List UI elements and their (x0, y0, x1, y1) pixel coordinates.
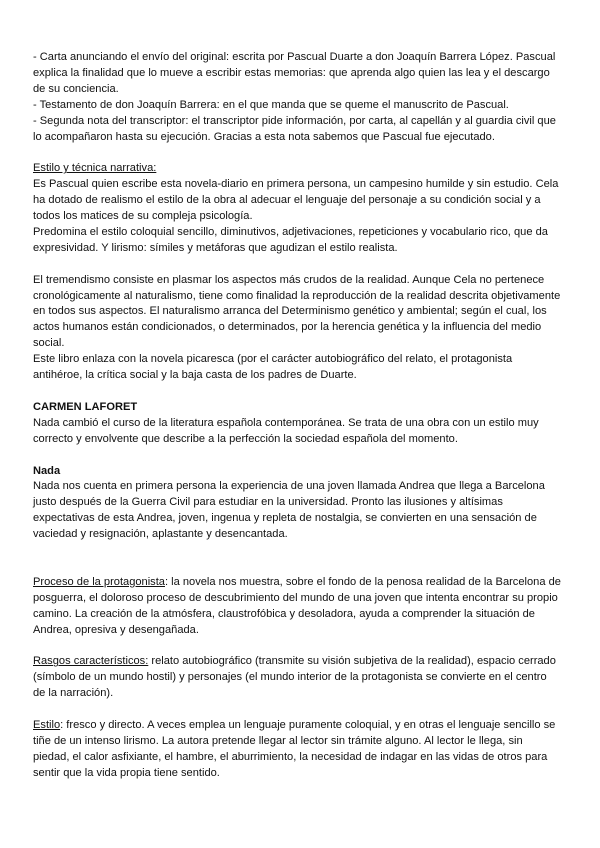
proceso-text: : la novela nos muestra, sobre el fondo de la penosa realidad de la Barcelona de posguerra, el doloroso proceso de descubrimiento del mundo de una joven que intenta encontrar su propio camino. La creación de la atmósfera, claustrofóbica y desoladora, ayuda a comprender la situación de Andrea, opresiva y desengañada. (33, 575, 561, 636)
document-page (33, 50, 561, 782)
note-transcriptor: - Segunda nota del transcriptor: el transcriptor pide información, por carta, al capellán y al guardia civil que lo acompañaron hasta su ejecución. Gracias a esta nota sabemos que Pascual fue ejecutado. (33, 114, 556, 143)
style-paragraph-2: Predomina el estilo coloquial sencillo, diminutivos, adjetivaciones, repeticiones y vocabulario rico, que da expresividad. Y lirismo: símiles y metáforas que agudizan el estilo realista. (33, 225, 548, 254)
note-testamento: - Testamento de don Joaquín Barrera: en el que manda que se queme el manuscrito de Pascual. (33, 98, 509, 111)
rasgos-paragraph (33, 654, 561, 702)
spacer (33, 543, 561, 575)
spacer (33, 638, 561, 654)
note-carta: - Carta anunciando el envío del original: escrita por Pascual Duarte a don Joaquín Barrera López. Pascual explica la finalidad que lo mueve a escribir estas memorias: que aprenda algo quien las lea y el descargo de su conciencia. (33, 51, 556, 95)
spacer (33, 257, 561, 273)
style-paragraph-3: El tremendismo consiste en plasmar los aspectos más crudos de la realidad. Aunque Cela no pertenece cronológicamente al naturalismo, tiene como finalidad la reproducción de la realidad descrita objetivamente en todos sus aspectos. El naturalismo arranca del Determinismo genético y ambiental; según el cual, los actos humanos están condicionados, o determinados, por la herencia genética y la influencia del medio social. (33, 273, 561, 350)
proceso-paragraph (33, 575, 561, 639)
laforet-heading: CARMEN LAFORET (33, 400, 138, 413)
laforet-intro: Nada cambió el curso de la literatura española contemporánea. Se trata de una obra con un estilo muy correcto y envolvente que describe a la perfección la sociedad española del momento. (33, 416, 539, 445)
style-heading-text: Estilo y técnica narrativa: (33, 162, 157, 175)
proceso-label: Proceso de la protagonista (33, 575, 165, 588)
spacer (33, 448, 561, 464)
style-paragraph-4: Este libro enlaza con la novela picaresca (por el carácter autobiográfico del relato, el protagonista antihéroe, la crítica social y la baja casta de los padres de Duarte. (33, 353, 513, 382)
nada-summary: Nada nos cuenta en primera persona la experiencia de una joven llamada Andrea que llega a Barcelona justo después de la Guerra Civil para estudiar en la universidad. Pronto las ilusiones y altísimas expectativas de esta Andrea, joven, ingenua y repleta de nostalgia, se convierten en una sensación de vaciedad y resignación, aplastante y desencantada. (33, 480, 545, 541)
spacer (33, 384, 561, 400)
rasgos-label: Rasgos característicos: (33, 655, 149, 668)
estilo-label: Estilo (33, 718, 61, 731)
style-heading (33, 161, 561, 177)
estilo-paragraph (33, 718, 561, 782)
spacer (33, 145, 561, 161)
style-paragraph-1: Es Pascual quien escribe esta novela-diario en primera persona, un campesino humilde y sin estudio. Cela ha dotado de realismo el estilo de la obra al adecuar el lenguaje del personaje a su condición social y a todos los matices de su compleja psicología. (33, 178, 559, 223)
spacer (33, 702, 561, 718)
rasgos-text: relato autobiográfico (transmite su visión subjetiva de la realidad), espacio cerrado (símbolo de un mundo hostil) y personajes (el mundo interior de la protagonista se convierte en el centro de la narración). (33, 655, 556, 700)
nada-heading: Nada (33, 464, 61, 477)
estilo-text: : fresco y directo. A veces emplea un lenguaje puramente coloquial, y en otras el lenguaje sencillo se tiñe de un intenso lirismo. La autora pretende llegar al lector sin trámite alguno. Al lector le llega, sin piedad, el calor asfixiante, el hambre, el aburrimiento, la necesidad de indagar en las vidas de otros para sentir que la vida propia tiene sentido. (33, 718, 556, 779)
